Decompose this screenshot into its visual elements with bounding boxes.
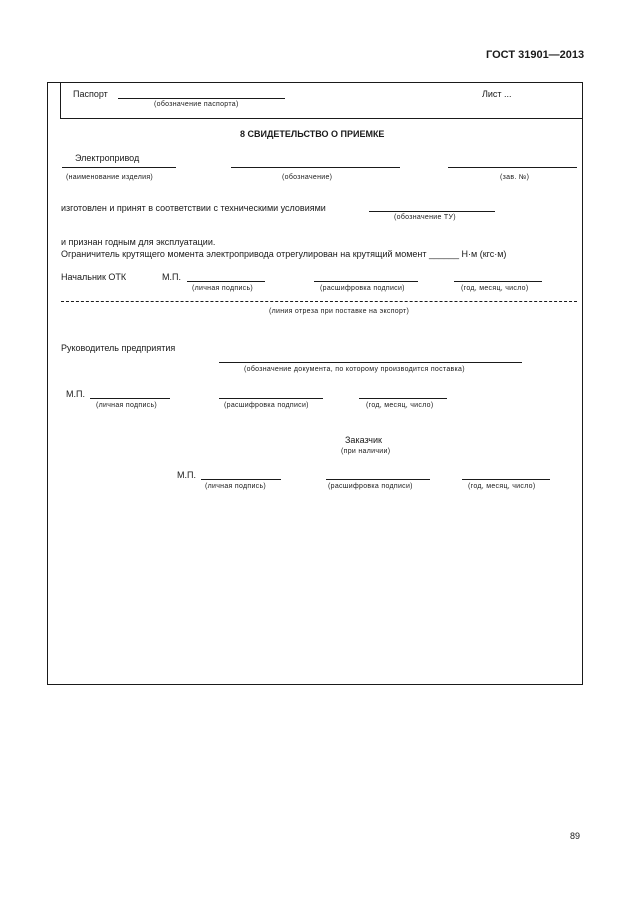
limiter-text: Ограничитель крутящего момента электропривода отрегулирован на крутящий момент ______ Н·м (кгс·м) <box>61 249 507 259</box>
supply-doc-underline <box>219 362 522 363</box>
passport-label: Паспорт <box>73 89 108 99</box>
caption-designation: (обозначение) <box>282 174 333 181</box>
otk-date-underline <box>454 281 542 282</box>
designation-underline <box>231 167 400 168</box>
otk-caption-decoding: (расшифровка подписи) <box>320 285 405 292</box>
enterprise-caption-date: (год, месяц, число) <box>366 402 434 409</box>
customer-decoding-underline <box>326 479 430 480</box>
enterprise-date-underline <box>359 398 447 399</box>
otk-signature-underline <box>187 281 265 282</box>
page-number: 89 <box>570 831 581 841</box>
otk-mp-label: М.П. <box>162 272 181 282</box>
customer-caption-date: (год, месяц, число) <box>468 483 536 490</box>
fit-text: и признан годным для эксплуатации. <box>61 237 216 247</box>
caption-serial: (зав. №) <box>500 174 530 181</box>
otk-caption-signature: (личная подпись) <box>192 285 254 292</box>
manufactured-text: изготовлен и принят в соответствии с техническими условиями <box>61 203 326 213</box>
customer-label: Заказчик <box>345 435 382 445</box>
passport-caption: (обозначение паспорта) <box>154 101 239 108</box>
product-name: Электропривод <box>75 153 140 163</box>
tu-underline <box>369 211 495 212</box>
sheet-label: Лист ... <box>482 89 512 99</box>
form-frame <box>47 82 583 685</box>
customer-caption: (при наличии) <box>341 448 391 455</box>
enterprise-caption-decoding: (расшифровка подписи) <box>224 402 309 409</box>
enterprise-caption-signature: (личная подпись) <box>96 402 158 409</box>
customer-caption-decoding: (расшифровка подписи) <box>328 483 413 490</box>
customer-mp-label: М.П. <box>177 470 196 480</box>
passport-underline <box>118 98 285 99</box>
caption-product-name: (наименование изделия) <box>66 174 154 181</box>
caption-tu: (обозначение ТУ) <box>394 214 456 221</box>
cut-line <box>61 301 577 302</box>
customer-signature-underline <box>201 479 281 480</box>
serial-underline <box>448 167 577 168</box>
enterprise-label: Руководитель предприятия <box>61 343 176 353</box>
passport-row-divider <box>60 118 582 119</box>
customer-date-underline <box>462 479 550 480</box>
enterprise-decoding-underline <box>219 398 323 399</box>
section-title: 8 СВИДЕТЕЛЬСТВО О ПРИЕМКЕ <box>240 129 385 139</box>
enterprise-mp-label: М.П. <box>66 389 85 399</box>
customer-caption-signature: (личная подпись) <box>205 483 267 490</box>
frame-inner-divider <box>60 82 61 118</box>
standard-number: ГОСТ 31901—2013 <box>486 49 585 61</box>
otk-decoding-underline <box>314 281 418 282</box>
enterprise-signature-underline <box>90 398 170 399</box>
caption-supply-doc: (обозначение документа, по которому производится поставка) <box>244 366 465 373</box>
otk-label: Начальник ОТК <box>61 272 127 282</box>
otk-caption-date: (год, месяц, число) <box>461 285 529 292</box>
product-name-underline <box>62 167 176 168</box>
cut-line-caption: (линия отреза при поставке на экспорт) <box>269 308 410 315</box>
